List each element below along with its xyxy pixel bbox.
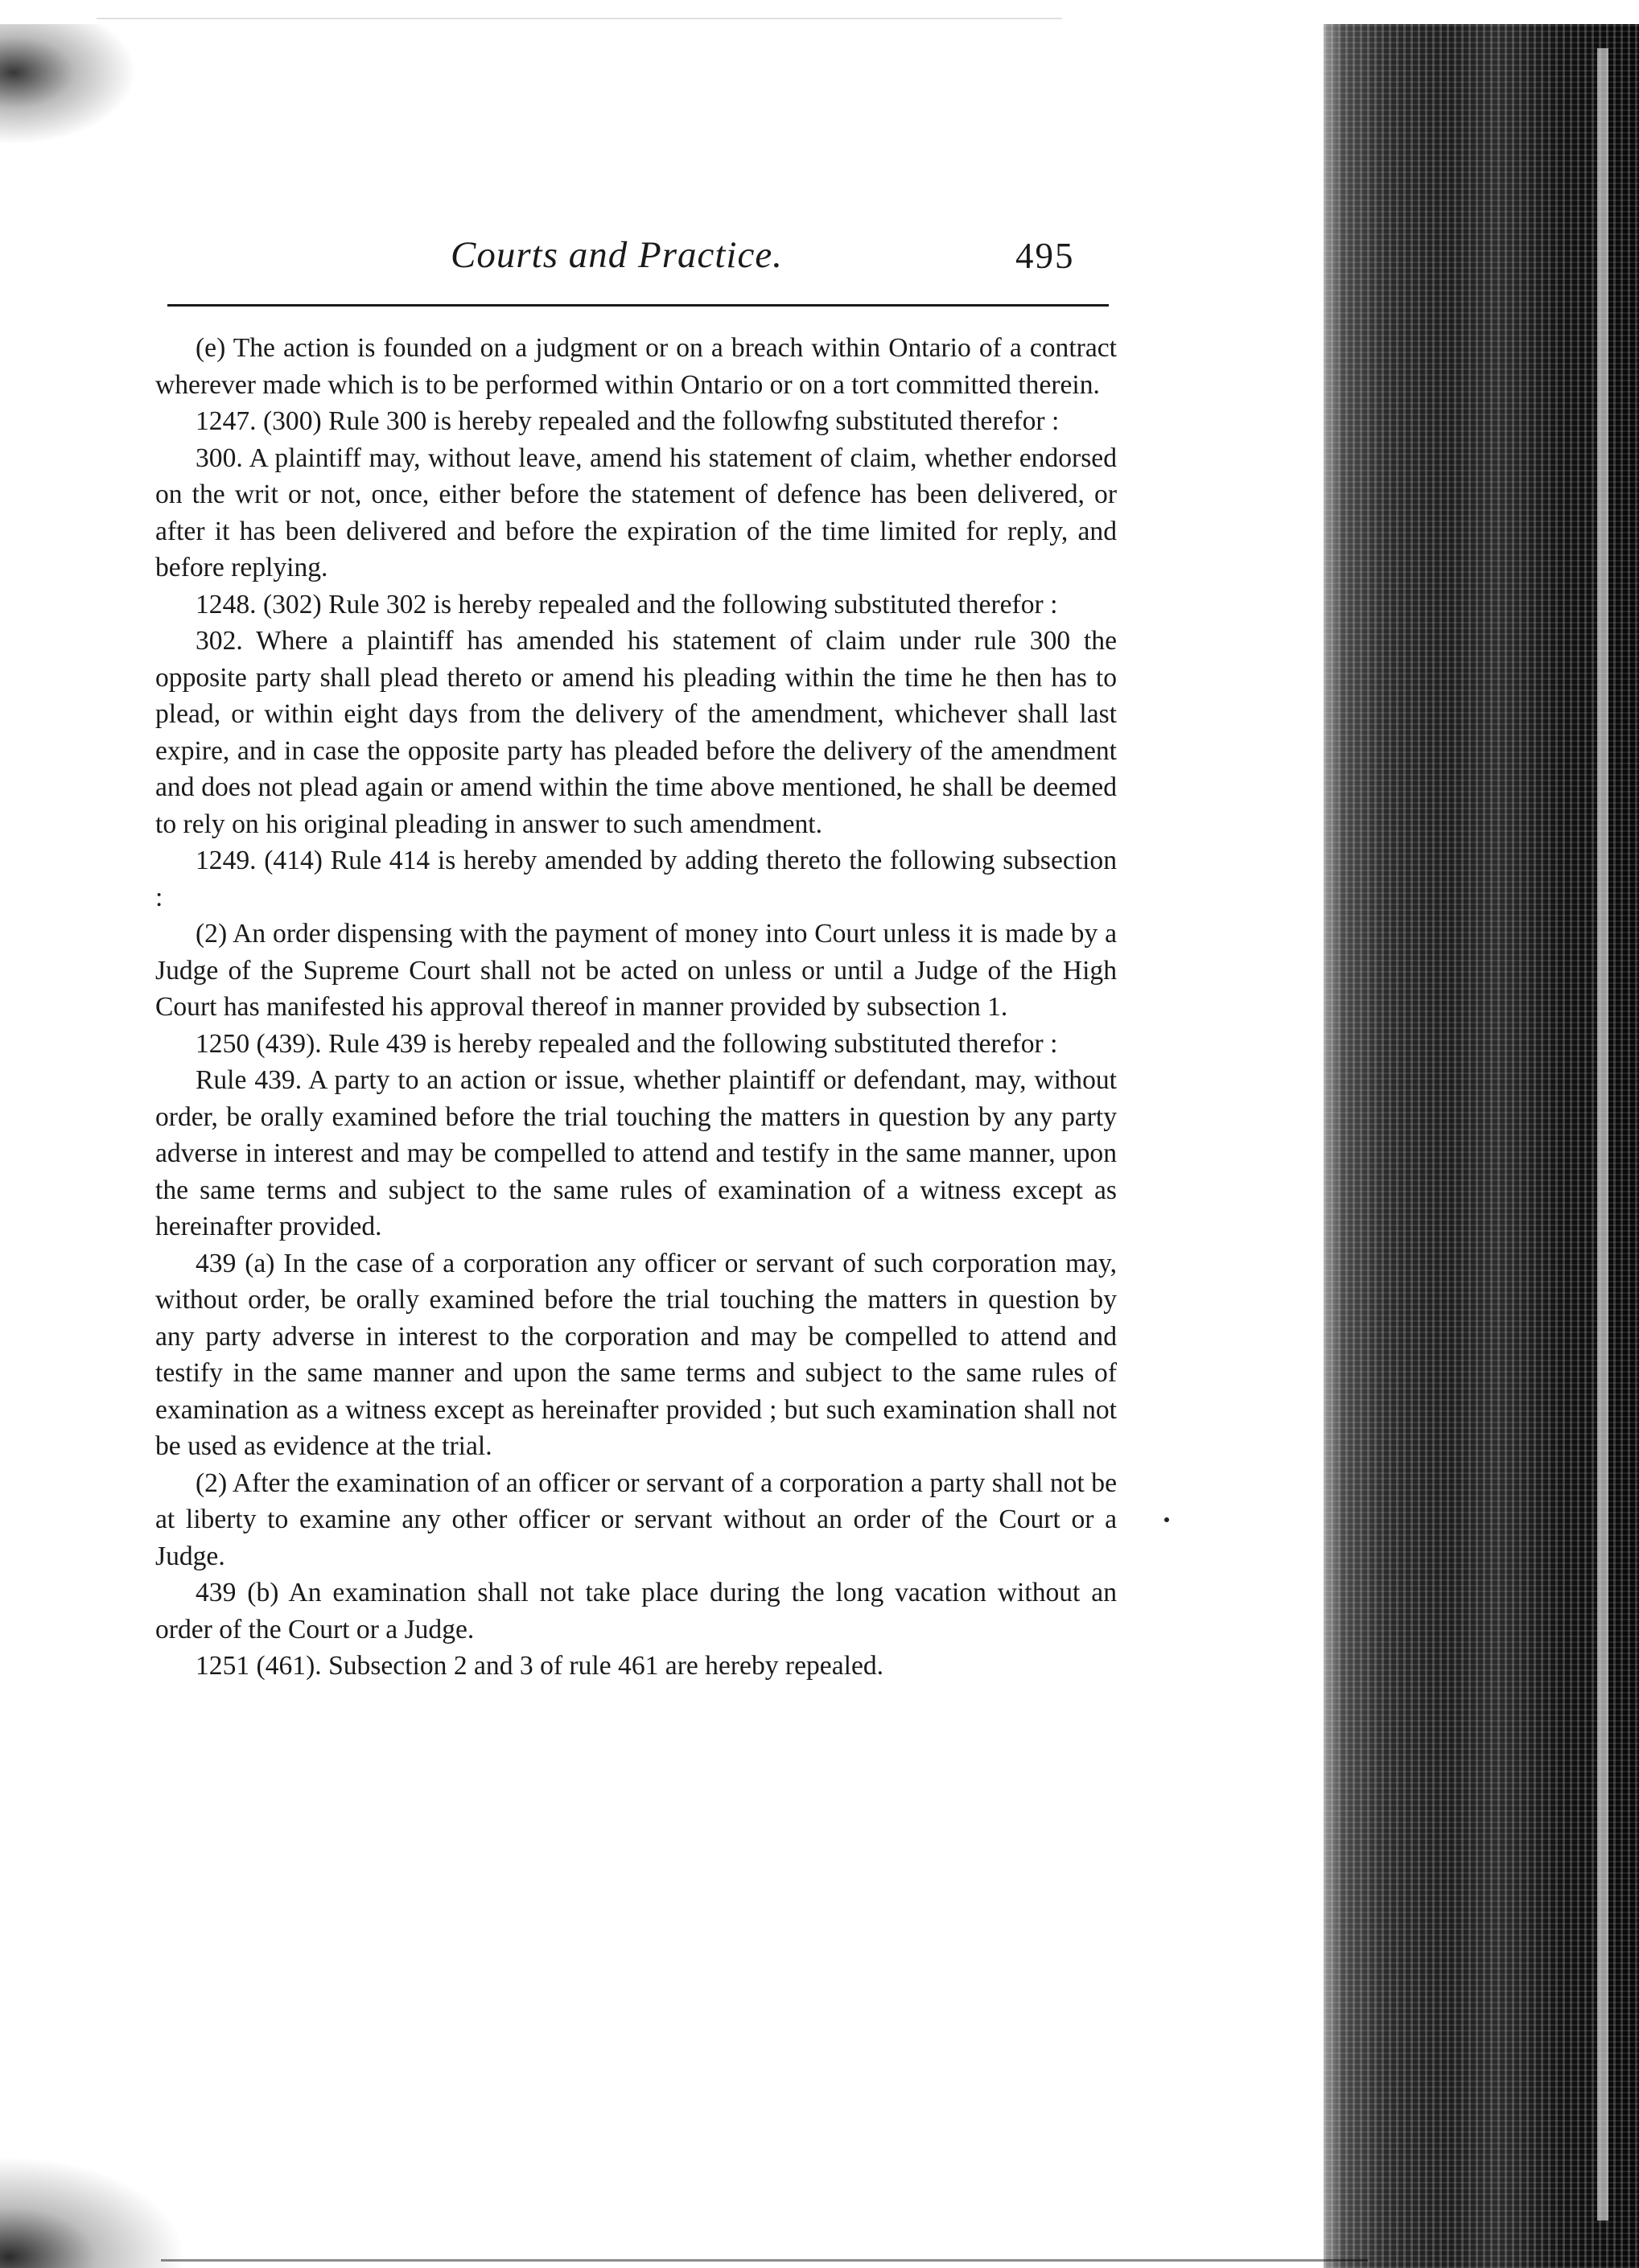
paragraph-rule-302: 302. Where a plaintiff has amended his statement of claim under rule 300 the opposite party shall plead thereto or amend his pleading within the time he then has to plead, or within eight days from the delivery of the amendment, whichever shall last expire, and in case the opposite party has pleaded before the delivery of the amendment and does not plead again or amend within the time above mentioned, he shall be deemed to rely on his original pleading in answer to such amendment. [155,626,1117,839]
paragraph-rule-439a: 439 (a) In the case of a corporation any officer or servant of such corporation may, without order, be orally examined before the trial touching the matters in question by any party adverse in interest to the corporation and may be compelled to attend and testify in the same manner and upon the same terms and subject to the same rules of examination as a witness except as hereinafter provided ; but such examination shall not be used as evidence at the trial. [155,1248,1117,1461]
scan-smudge-top [0,24,137,145]
scan-smudge-bottom [0,2156,185,2268]
book-binding-shadow [1324,24,1639,2268]
book-binding-edge [1597,48,1608,2221]
page-number: 495 [1015,236,1075,276]
running-head [161,233,1110,298]
paragraph-section-1248: 1248. (302) Rule 302 is hereby repealed and the following substituted therefor : [196,589,1058,619]
paragraph-subsection-2-examination: (2) After the examination of an officer or servant of a corporation a party shall not be at liberty to examine any other officer or servant without an order of the Court or a Judge. [155,1467,1117,1571]
scan-bottom-edge [161,2259,1368,2262]
paragraph-section-1247: 1247. (300) Rule 300 is hereby repealed and the followfng substituted therefor : [196,406,1060,436]
paragraph-rule-439: Rule 439. A party to an action or issue, whether plaintiff or defendant, may, without order, be orally examined before the trial touching the matters in question by any party adverse in interest and may be compelled to attend and testify in the same manner, upon the same terms and subject to the same rules of examination of a witness except as hereinafter provided. [155,1065,1117,1241]
paragraph-section-1251: 1251 (461). Subsection 2 and 3 of rule 461 are hereby repealed. [196,1651,884,1681]
paragraph-subsection-2-order: (2) An order dispensing with the payment of money into Court unless it is made by a Judge of the Supreme Court shall not be acted on unless or until a Judge of the High Court has manifested his approval thereof in manner provided by subsection 1. [155,919,1117,1022]
scan-edge-line [97,18,1062,19]
paragraph-clause-e: (e) The action is founded on a judgment or on a breach within Ontario of a contract wherever made which is to be performed within Ontario or on a tort committed therein. [155,333,1117,400]
header-rule [167,304,1109,307]
scan-speck [1164,1517,1169,1522]
paragraph-section-1249: 1249. (414) Rule 414 is hereby amended by adding thereto the following subsection : [155,846,1117,912]
paragraph-section-1250: 1250 (439). Rule 439 is hereby repealed and the following substituted therefor : [196,1028,1058,1059]
running-title: Courts and Practice. [451,234,783,276]
paragraph-rule-300: 300. A plaintiff may, without leave, amend his statement of claim, whether endorsed on the writ or not, once, either before the statement of defence has been delivered, or after it has been delivered and before the expiration of the time limited for reply, and before replying. [155,442,1117,582]
page-body [155,330,1117,1685]
paragraph-rule-439b: 439 (b) An examination shall not take place during the long vacation without an order of the Court or a Judge. [155,1578,1117,1644]
